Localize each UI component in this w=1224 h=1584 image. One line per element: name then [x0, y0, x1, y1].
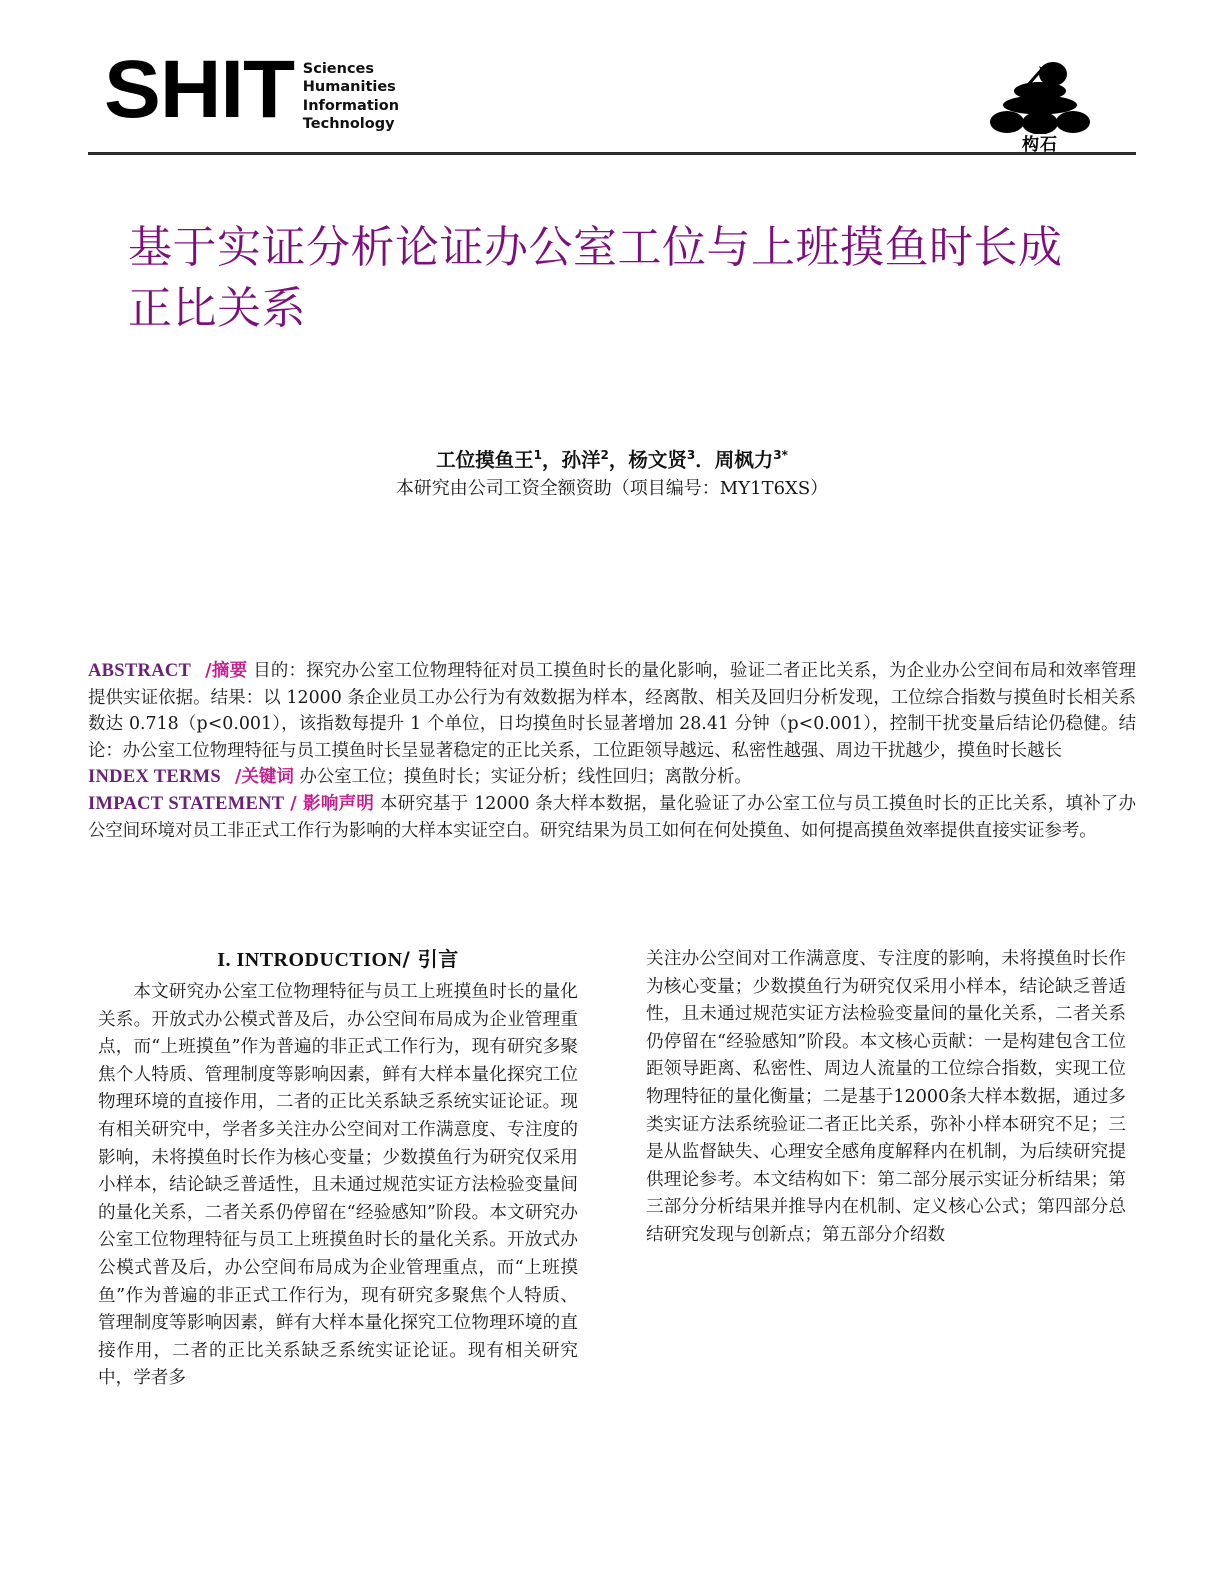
masthead-divider	[88, 152, 1136, 155]
column-left	[98, 946, 578, 1393]
section-heading	[98, 946, 578, 973]
journal-logo-expansion	[303, 60, 399, 134]
index-terms-text: 办公室工位；摸鱼时长；实证分析；线性回归；离散分析。	[299, 767, 752, 788]
index-terms-paragraph	[88, 764, 1136, 791]
author-sup-3: 3	[686, 448, 696, 462]
impact-text: 本研究基于 12000 条大样本数据，量化验证了办公室工位与员工摸鱼时长的正比关系，填补了办公空间环境对员工非正式工作行为影响的大样本实证空白。研究结果为员工如何在何处摸鱼、如何提高摸鱼效率提供直接实证参考。	[88, 793, 1136, 841]
paper-title: 基于实证分析论证办公室工位与上班摸鱼时长成正比关系	[128, 222, 1063, 335]
intro-paragraph-left: 本文研究办公室工位物理特征与员工上班摸鱼时长的量化关系。开放式办公模式普及后，办公空间布局成为企业管理重点，而“上班摸鱼”作为普遍的非正式工作行为，现有研究多聚焦个人特质、管理制度等影响因素，鲜有大样本量化探究工位物理环境的直接作用，二者的正比关系缺乏系统实证论证。现有相关研究中，学者多关注办公空间对工作满意度、专注度的影响，未将摸鱼时长作为核心变量；少数摸鱼行为研究仅采用小样本，结论缺乏普适性，且未通过规范实证方法检验变量间的量化关系，二者关系仍停留在“经验感知”阶段。本文研究办公室工位物理特征与员工上班摸鱼时长的量化关系。开放式办公模式普及后，办公空间布局成为企业管理重点，而“上班摸鱼”作为普遍的非正式工作行为，现有研究多聚焦个人特质、管理制度等影响因素，鲜有大样本量化探究工位物理环境的直接作用，二者的正比关系缺乏系统实证论证。现有相关研究中，学者多	[98, 982, 578, 1389]
logo-word-humanities: Humanities	[302, 79, 396, 96]
abstract-paragraph	[88, 658, 1136, 764]
masthead	[88, 44, 1136, 155]
author-name-4: 周枫力	[714, 448, 774, 472]
journal-logo	[104, 44, 400, 135]
publisher-label: 构石	[1022, 135, 1058, 155]
body-columns	[88, 946, 1136, 1466]
publisher-mark	[980, 60, 1100, 155]
author-name-1: 工位摸鱼王	[436, 448, 534, 472]
author-name-2: 孙洋	[561, 448, 601, 472]
abstract-section	[88, 658, 1136, 844]
index-terms-label-en: INDEX TERMS	[88, 767, 221, 788]
author-sup-1: 1	[533, 448, 542, 462]
logo-word-technology: Technology	[302, 116, 395, 133]
column-right	[646, 946, 1126, 1250]
author-name-3: 杨文贤	[628, 448, 687, 472]
impact-label-cn: / 影响声明	[290, 793, 375, 814]
authors-block	[88, 442, 1136, 501]
section-heading-cn: / 引言	[402, 947, 459, 971]
abstract-text: 目的：探究办公室工位物理特征对员工摸鱼时长的量化影响，验证二者正比关系，为企业办公空间布局和效率管理提供实证依据。结果：以 12000 条企业员工办公行为有效数据为样本，经离散、相关及回归分析发现，工位综合指数与摸鱼时长相关系数达 0.718（p<0.001），该指数每提升 1 个单位，日均摸鱼时长显著增加 28.41 分钟（p<0.001），控制干扰变量后结论仍稳健。结论：办公室工位物理特征与员工摸鱼时长呈显著稳定的正比关系，工位距领导越远、私密性越强、周边干扰越少，摸鱼时长越长	[88, 661, 1136, 761]
abstract-label-en: ABSTRACT	[88, 661, 192, 681]
author-sup-2: 2	[600, 448, 609, 462]
abstract-label-cn: /摘要	[205, 661, 248, 681]
section-heading-en: I. INTRODUCTION	[217, 949, 403, 971]
author-list: 工位摸鱼王$^1$，孙洋$^2$，杨文贤$^3$．周枫力$^{3*}$	[436, 448, 788, 472]
logo-word-information: Information	[302, 97, 400, 114]
funding-note: 本研究由公司工资全额资助（项目编号：MY1T6XS）	[395, 477, 829, 499]
impact-statement-paragraph	[88, 791, 1136, 844]
logo-word-sciences: Sciences	[302, 61, 375, 77]
impact-label-en: IMPACT STATEMENT	[88, 793, 285, 814]
index-terms-label-cn: /关键词	[235, 767, 294, 788]
stacked-stones-icon	[987, 60, 1093, 134]
journal-logo-acronym: SHIT	[104, 44, 295, 135]
author-sup-4: 3*	[773, 448, 788, 462]
intro-paragraph-right: 关注办公空间对工作满意度、专注度的影响，未将摸鱼时长作为核心变量；少数摸鱼行为研究仅采用小样本，结论缺乏普适性，且未通过规范实证方法检验变量间的量化关系，二者关系仍停留在“经验感知”阶段。本文核心贡献：一是构建包含工位距领导距离、私密性、周边人流量的工位综合指数，实现工位物理特征的量化衡量；二是基于12000条大样本数据，通过多类实证方法系统验证二者正比关系，弥补小样本研究不足；三是从监督缺失、心理安全感角度解释内在机制，为后续研究提供理论参考。本文结构如下：第二部分展示实证分析结果；第三部分分析结果并推导内在机制、定义核心公式；第四部分总结研究发现与创新点；第五部分介绍数	[646, 949, 1126, 1245]
